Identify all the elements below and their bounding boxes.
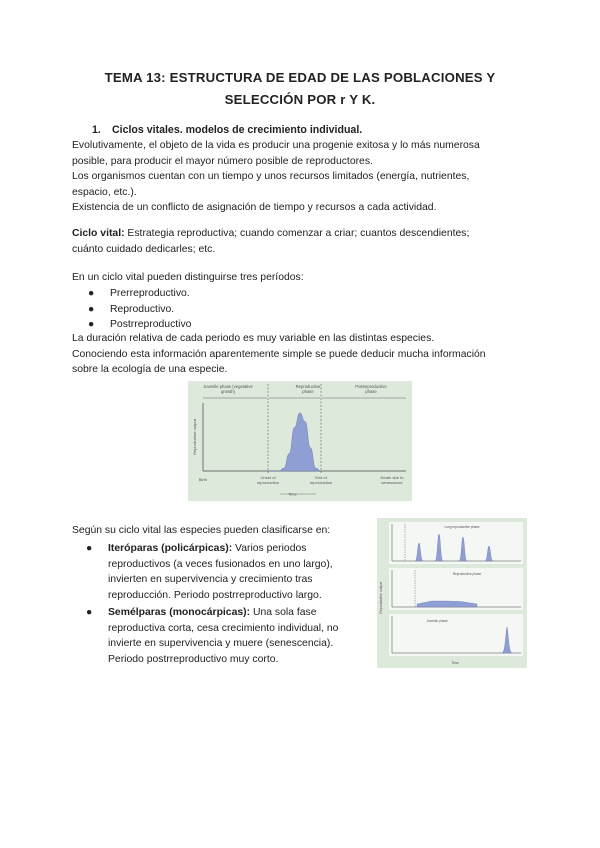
phase-label: Juvenile phase (vegetative [203,384,253,389]
bullet-icon: ● [88,319,95,330]
ciclo-vital-term: Ciclo vital: [72,228,125,239]
list-item: ● Postrreproductivo [88,317,191,333]
page-title [60,67,540,111]
phase-label: growth) [221,389,235,394]
list-item-semelparas: ● Semélparas (monocárpicas): Una sola fase reproductiva corta, cesa crecimiento individual, no invierte en supervivencia y muere (senescencia). Periodo postrreproductivo muy corto. [72,605,372,667]
bullet-icon: ● [86,543,93,554]
phase-label: phase [365,389,377,394]
text-line: Estrategia reproductiva; cuando comenzar a criar; cuantos descendientes; [124,228,470,239]
list-item: ● Reproductivo. [88,302,191,318]
tick-label: Death due to [380,475,404,480]
x-axis-label: Time [451,661,459,665]
panel-label: Juvenile phase [426,619,448,623]
tick-label: reproduction [256,480,280,485]
term-semelparas: Semélparas (monocárpicas): [108,607,251,618]
term-iteroparas: Iteróparas (policárpicas): [108,543,233,554]
text-line: reproducción. Periodo postrreproductivo largo. [108,589,322,601]
section-heading-text: Ciclos vitales. modelos de crecimiento individual. [112,124,363,136]
tick-label: Onset of [260,475,276,480]
classification-intro: Según su ciclo vital las especies pueden clasificarse en: [72,525,331,536]
tick-label: End of [315,475,327,480]
text-line: Conociendo esta información aparentemente simple se puede deducir mucha información [72,348,486,360]
list-item: ● Prerreproductivo. [88,286,191,302]
bullet-icon: ● [88,288,95,299]
phase-label: phase [302,389,314,394]
section-number: 1. [92,124,101,136]
title-line-1: TEMA 13: ESTRUCTURA DE EDAD DE LAS POBLACIONES Y [104,70,496,85]
text-line: Existencia de un conflicto de asignación de tiempo y recursos a cada actividad. [72,202,437,213]
text-line: La duración relativa de cada periodo es muy variable en las distintas especies. [72,333,435,344]
title-line-2: SELECCIÓN POR r Y K. [224,92,376,107]
iteroparous-semelparous-figure [377,518,527,668]
text-line: Los organismos cuentan con un tiempo y unos recursos limitados (energía, nutrientes, [72,171,470,182]
duration-paragraph [72,331,532,378]
y-axis-label: Reproductive output [379,582,383,614]
text-line: posible, para producir el mayor número posible de reproductores. [72,155,373,167]
periods-list [88,286,191,333]
section-heading [92,124,362,136]
text-line: invierten en supervivencia y crecimiento tras [108,574,313,585]
intro-paragraph [72,138,532,216]
tick-label: Birth [198,477,208,482]
tick-label: reproduction [309,480,333,485]
y-axis-label: Reproductive output [192,419,197,455]
x-axis-label: Time [288,491,297,497]
text-line: reproductivos (a veces fusionados en uno largo), [108,558,333,570]
panel-background [389,614,523,656]
bullet-icon: ● [86,607,93,618]
species-types-list [72,539,372,667]
list-item-iteroparas: ● Iteróparas (policárpicas): Varios periodos reproductivos (a veces fusionados en uno largo), invierten en supervivencia y crecimiento tras reproducción. Periodo postrreproductivo largo. [72,541,372,603]
text-line: sobre la ecología de una especie. [72,364,228,375]
text-line: reproductiva corta, cesa crecimiento individual, no [108,622,339,634]
life-cycle-figure [188,381,412,501]
text-line: invierte en supervivencia y muere (senescencia). [108,638,334,649]
phase-label: Postreproductive [355,384,387,389]
text-line: cuánto cuidado dedicarles; etc. [72,243,216,255]
panel-label: Long reproductive phase [444,525,480,529]
phase-label: Reproductive [295,384,321,389]
bullet-icon: ● [88,303,95,315]
panel-label: Reproductive phase [452,572,482,576]
tick-label: senescence [381,480,403,485]
text-line: espacio, etc.). [72,186,137,198]
ciclo-vital-paragraph [72,226,532,257]
text-line: Evolutivamente, el objeto de la vida es producir una progenie exitosa y lo más numerosa [72,140,480,151]
text-line: Periodo postrreproductivo muy corto. [108,653,279,665]
periods-intro: En un ciclo vital pueden distinguirse tres períodos: [72,272,304,283]
